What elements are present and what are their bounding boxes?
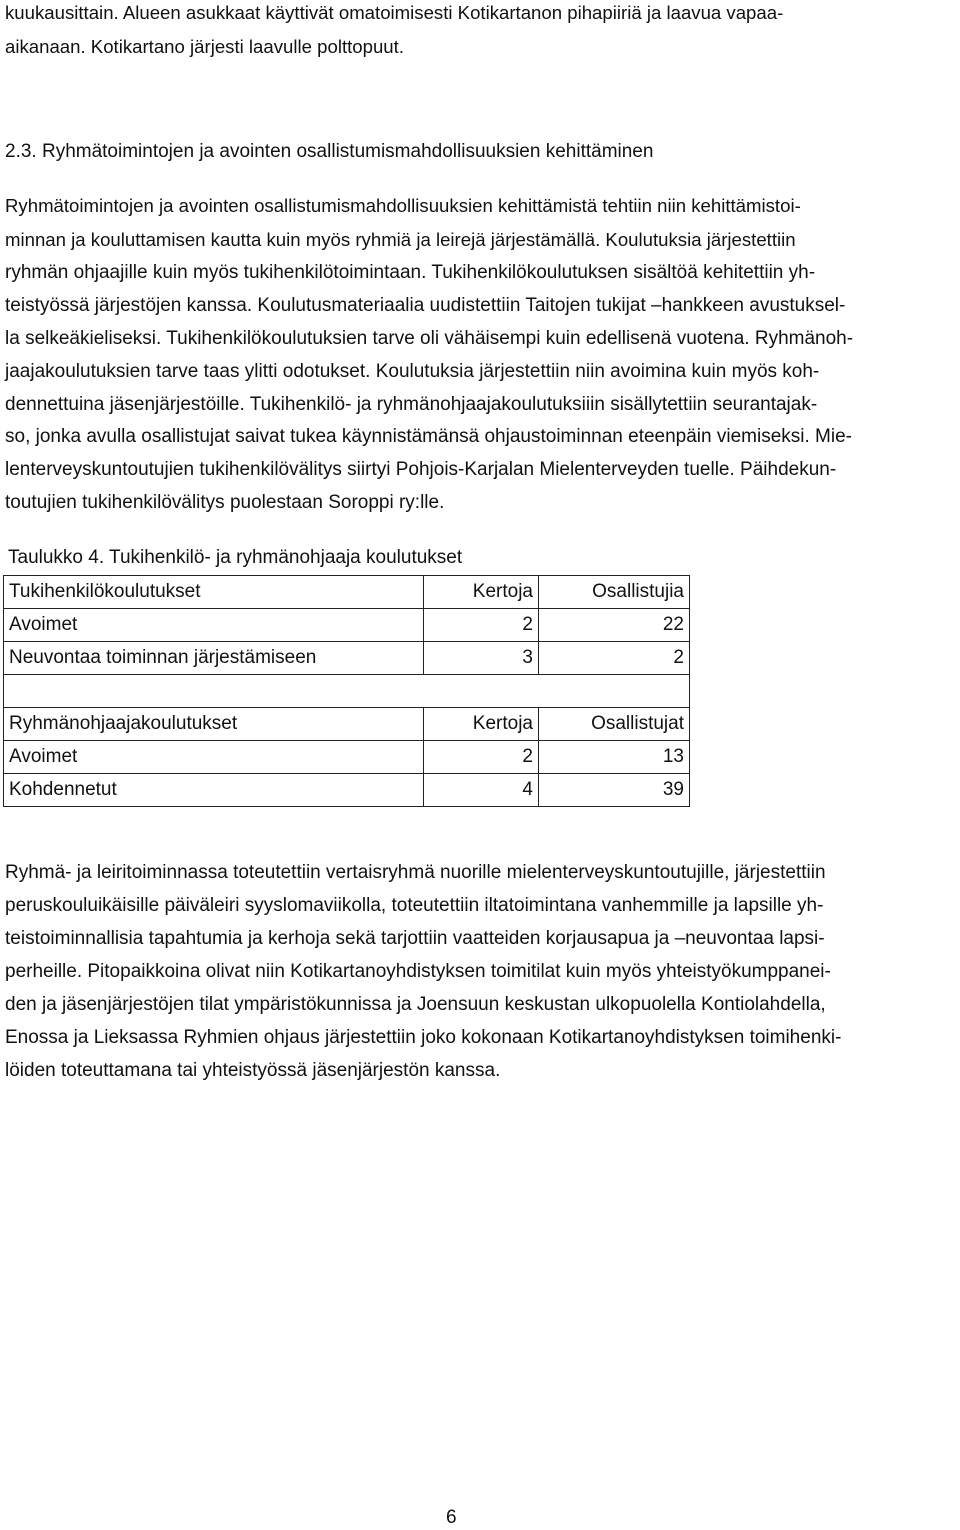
table-cell: 2 xyxy=(424,741,539,774)
section-heading: 2.3. Ryhmätoimintojen ja avointen osallistumismahdollisuuksien kehittäminen xyxy=(5,141,654,162)
paragraph-line: den ja jäsenjärjestöjen tilat ympäristökunnissa ja Joensuun keskustan ulkopuolella Kontiolahdella, xyxy=(5,994,826,1015)
table-cell: Tukihenkilökoulutukset xyxy=(4,576,424,609)
table-empty-row xyxy=(4,675,690,708)
paragraph-line: lenterveyskuntoutujien tukihenkilövälitys siirtyi Pohjois-Karjalan Mielenterveyden tuelle. Päihdekun- xyxy=(5,459,837,480)
paragraph-line: perheille. Pitopaikkoina olivat niin Kotikartanoyhdistyksen toimitilat kuin myös yhteistyökumppanei- xyxy=(5,961,831,982)
paragraph-line: teistyössä järjestöjen kanssa. Koulutusmateriaalia uudistettiin Taitojen tukijat –hankkeen avustuksel- xyxy=(5,295,846,316)
paragraph-line: la selkeäkieliseksi. Tukihenkilökoulutuksien tarve oli vähäisempi kuin edellisenä vuotena. Ryhmänoh- xyxy=(5,328,854,349)
table-cell: Ryhmänohjaajakoulutukset xyxy=(4,708,424,741)
table-row xyxy=(4,741,690,774)
paragraph-line: peruskouluikäisille päiväleiri syyslomaviikolla, toteutettiin iltatoimintana vanhemmille ja lapsille yh- xyxy=(5,895,824,916)
paragraph-line: Enossa ja Lieksassa Ryhmien ohjaus järjestettiin joko kokonaan Kotikartanoyhdistyksen toimihenki- xyxy=(5,1027,842,1048)
table-cell: 4 xyxy=(424,774,539,807)
paragraph-line: Ryhmä- ja leiritoiminnassa toteutettiin vertaisryhmä nuorille mielenterveyskuntoutujille, järjestettiin xyxy=(5,862,826,883)
paragraph-line: dennettuina jäsenjärjestöille. Tukihenkilö- ja ryhmänohjaajakoulutuksiiin sisällytettiin seurantajak- xyxy=(5,394,818,415)
paragraph-line: so, jonka avulla osallistujat saivat tukea käynnistämänsä ohjaustoiminnan eteenpäin viemiseksi. Mie- xyxy=(5,426,853,447)
training-table xyxy=(3,575,690,807)
table-caption: Taulukko 4. Tukihenkilö- ja ryhmänohjaaja koulutukset xyxy=(8,547,463,568)
table-cell: Avoimet xyxy=(4,609,424,642)
table-row xyxy=(4,609,690,642)
table-cell: 2 xyxy=(539,642,690,675)
table-row xyxy=(4,774,690,807)
table-cell: 3 xyxy=(424,642,539,675)
table-cell: 22 xyxy=(539,609,690,642)
paragraph-line: jaajakoulutuksien tarve taas ylitti odotukset. Koulutuksia järjestettiin niin avoimina kuin myös koh- xyxy=(5,361,820,382)
table-header-row xyxy=(4,576,690,609)
paragraph-line: aikanaan. Kotikartano järjesti laavulle polttopuut. xyxy=(5,36,404,57)
table-cell: 13 xyxy=(539,741,690,774)
table-cell: 39 xyxy=(539,774,690,807)
paragraph-line: minnan ja kouluttamisen kautta kuin myös ryhmiä ja leirejä järjestämällä. Koulutuksia järjestettiin xyxy=(5,229,796,250)
paragraph-line: teistoiminnallisia tapahtumia ja kerhoja sekä tarjottiin vaatteiden korjausapua ja –neuvontaa lapsi- xyxy=(5,928,825,949)
page-number: 6 xyxy=(446,1507,457,1528)
table-cell: Kertoja xyxy=(424,708,539,741)
paragraph-line: löiden toteuttamana tai yhteistyössä jäsenjärjestön kanssa. xyxy=(5,1060,501,1081)
table-cell: Kertoja xyxy=(424,576,539,609)
paragraph-line: kuukausittain. Alueen asukkaat käyttivät omatoimisesti Kotikartanon pihapiiriä ja laavua vapaa- xyxy=(5,2,784,23)
table-header-row xyxy=(4,708,690,741)
table-cell: Avoimet xyxy=(4,741,424,774)
table-cell: Osallistujat xyxy=(539,708,690,741)
paragraph-line: Ryhmätoimintojen ja avointen osallistumismahdollisuuksien kehittämistä tehtiin niin kehittämistoi- xyxy=(5,195,801,216)
paragraph-line: toutujien tukihenkilövälitys puolestaan Soroppi ry:lle. xyxy=(5,492,445,513)
table-cell: 2 xyxy=(424,609,539,642)
table-cell: Neuvontaa toiminnan järjestämiseen xyxy=(4,642,424,675)
table-cell: Kohdennetut xyxy=(4,774,424,807)
table-row xyxy=(4,642,690,675)
table-cell xyxy=(4,675,690,708)
table-cell: Osallistujia xyxy=(539,576,690,609)
paragraph-line: ryhmän ohjaajille kuin myös tukihenkilötoimintaan. Tukihenkilökoulutuksen sisältöä kehitettiin yh- xyxy=(5,262,816,283)
